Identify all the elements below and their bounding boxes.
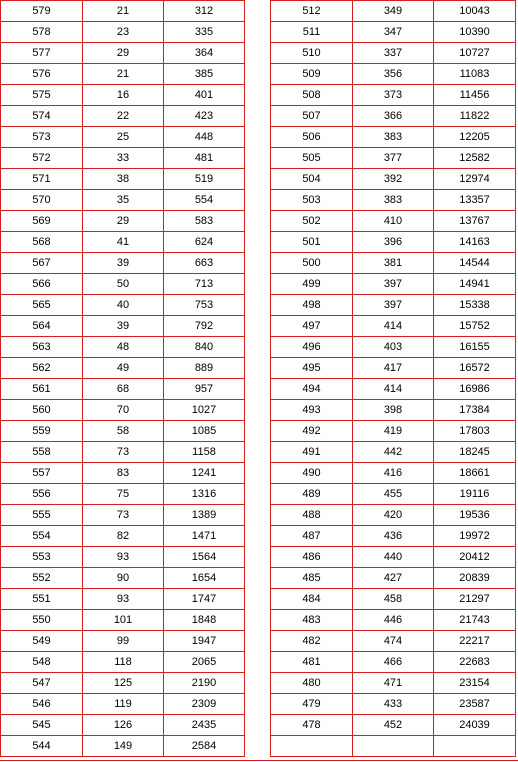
score-cell: 556 [1,484,83,505]
count-cell: 471 [353,673,434,694]
score-cell: 547 [1,673,83,694]
score-cell: 490 [271,463,353,484]
table-row [271,85,516,106]
cumulative-cell: 1027 [164,400,245,421]
count-cell: 149 [83,736,164,757]
cumulative-cell: 2190 [164,673,245,694]
score-cell: 482 [271,631,353,652]
count-cell: 16 [83,85,164,106]
table-row [271,631,516,652]
score-cell: 562 [1,358,83,379]
cumulative-cell: 2435 [164,715,245,736]
count-cell: 440 [353,547,434,568]
cumulative-cell: 20839 [434,568,516,589]
count-cell: 125 [83,673,164,694]
count-cell: 73 [83,505,164,526]
table-row [271,211,516,232]
cumulative-cell: 12582 [434,148,516,169]
count-cell: 40 [83,295,164,316]
count-cell: 396 [353,232,434,253]
count-cell: 436 [353,526,434,547]
score-cell: 546 [1,694,83,715]
cumulative-cell: 16986 [434,379,516,400]
count-cell: 458 [353,589,434,610]
score-cell: 545 [1,715,83,736]
score-cell: 575 [1,85,83,106]
cumulative-cell: 21297 [434,589,516,610]
score-table-right [270,0,516,757]
table-row [271,694,516,715]
count-cell: 414 [353,379,434,400]
table-row [271,253,516,274]
score-cell: 568 [1,232,83,253]
table-gap [245,0,270,762]
count-cell: 383 [353,127,434,148]
score-cell: 552 [1,568,83,589]
count-cell: 419 [353,421,434,442]
table-row [1,442,245,463]
table-row [271,673,516,694]
count-cell: 82 [83,526,164,547]
count-cell: 93 [83,589,164,610]
count-cell: 49 [83,358,164,379]
score-cell: 502 [271,211,353,232]
score-table-left-body [1,1,245,757]
table-row [1,421,245,442]
count-cell [353,736,434,757]
table-row [1,253,245,274]
score-cell: 567 [1,253,83,274]
cumulative-cell: 10390 [434,22,516,43]
score-cell: 557 [1,463,83,484]
score-cell: 573 [1,127,83,148]
count-cell: 466 [353,652,434,673]
cumulative-cell: 19116 [434,484,516,505]
cumulative-cell: 13767 [434,211,516,232]
table-row [1,547,245,568]
count-cell: 25 [83,127,164,148]
table-row [1,232,245,253]
table-row [1,631,245,652]
count-cell: 41 [83,232,164,253]
cumulative-cell: 12205 [434,127,516,148]
score-cell: 558 [1,442,83,463]
table-row [1,64,245,85]
table-row [271,232,516,253]
table-row [1,400,245,421]
cumulative-cell: 21743 [434,610,516,631]
count-cell: 420 [353,505,434,526]
count-cell: 356 [353,64,434,85]
cumulative-cell: 312 [164,1,245,22]
score-cell: 501 [271,232,353,253]
score-cell: 498 [271,295,353,316]
cumulative-cell: 16572 [434,358,516,379]
count-cell: 83 [83,463,164,484]
cumulative-cell: 554 [164,190,245,211]
count-cell: 101 [83,610,164,631]
cumulative-cell: 1316 [164,484,245,505]
table-row [271,421,516,442]
table-row [1,169,245,190]
score-cell: 564 [1,316,83,337]
score-cell: 549 [1,631,83,652]
cumulative-cell: 1241 [164,463,245,484]
count-cell: 416 [353,463,434,484]
score-cell: 492 [271,421,353,442]
table-row [271,736,516,757]
score-cell: 486 [271,547,353,568]
table-row [1,337,245,358]
count-cell: 337 [353,43,434,64]
score-cell: 510 [271,43,353,64]
table-row [1,694,245,715]
cumulative-cell: 481 [164,148,245,169]
count-cell: 398 [353,400,434,421]
count-cell: 22 [83,106,164,127]
score-cell: 495 [271,358,353,379]
score-cell: 563 [1,337,83,358]
cumulative-cell: 2584 [164,736,245,757]
table-row [1,358,245,379]
count-cell: 38 [83,169,164,190]
score-cell: 544 [1,736,83,757]
cumulative-cell: 753 [164,295,245,316]
count-cell: 446 [353,610,434,631]
table-row [1,106,245,127]
cumulative-cell: 23154 [434,673,516,694]
count-cell: 347 [353,22,434,43]
cumulative-cell: 1654 [164,568,245,589]
score-cell: 481 [271,652,353,673]
score-cell: 488 [271,505,353,526]
score-cell: 506 [271,127,353,148]
cumulative-cell: 1848 [164,610,245,631]
table-row [271,463,516,484]
count-cell: 455 [353,484,434,505]
table-row [271,316,516,337]
score-cell: 479 [271,694,353,715]
cumulative-cell: 22217 [434,631,516,652]
count-cell: 414 [353,316,434,337]
count-cell: 126 [83,715,164,736]
score-cell: 555 [1,505,83,526]
table-row [271,274,516,295]
score-cell: 478 [271,715,353,736]
count-cell: 23 [83,22,164,43]
cumulative-cell: 2309 [164,694,245,715]
table-row [1,736,245,757]
score-cell: 507 [271,106,353,127]
table-row [1,1,245,22]
cumulative-cell: 1471 [164,526,245,547]
count-cell: 29 [83,43,164,64]
score-cell: 571 [1,169,83,190]
table-row [1,568,245,589]
table-row [271,1,516,22]
score-cell: 577 [1,43,83,64]
count-cell: 474 [353,631,434,652]
count-cell: 21 [83,1,164,22]
score-cell: 489 [271,484,353,505]
cumulative-cell: 1158 [164,442,245,463]
table-row [1,211,245,232]
score-cell: 491 [271,442,353,463]
cumulative-cell: 19972 [434,526,516,547]
count-cell: 75 [83,484,164,505]
score-cell: 572 [1,148,83,169]
table-row [271,148,516,169]
cumulative-cell: 1389 [164,505,245,526]
score-cell: 504 [271,169,353,190]
score-table-left [0,0,245,757]
count-cell: 397 [353,274,434,295]
cumulative-cell: 889 [164,358,245,379]
cumulative-cell: 17803 [434,421,516,442]
table-row [271,442,516,463]
score-cell: 554 [1,526,83,547]
count-cell: 58 [83,421,164,442]
score-cell: 553 [1,547,83,568]
score-cell: 500 [271,253,353,274]
score-cell: 505 [271,148,353,169]
count-cell: 417 [353,358,434,379]
table-row [271,610,516,631]
cumulative-cell: 663 [164,253,245,274]
table-row [271,400,516,421]
count-cell: 70 [83,400,164,421]
table-row [271,526,516,547]
score-cell: 550 [1,610,83,631]
table-row [1,484,245,505]
table-row [1,715,245,736]
score-cell: 499 [271,274,353,295]
count-cell: 403 [353,337,434,358]
cumulative-cell: 11456 [434,85,516,106]
score-cell: 493 [271,400,353,421]
count-cell: 119 [83,694,164,715]
score-cell: 485 [271,568,353,589]
table-row [1,127,245,148]
score-cell [271,736,353,757]
table-row [271,379,516,400]
table-row [271,547,516,568]
cumulative-cell: 1747 [164,589,245,610]
score-cell: 496 [271,337,353,358]
count-cell: 48 [83,337,164,358]
table-row [1,505,245,526]
table-row [1,463,245,484]
table-row [271,43,516,64]
count-cell: 349 [353,1,434,22]
score-cell: 561 [1,379,83,400]
score-cell: 509 [271,64,353,85]
table-row [271,295,516,316]
table-row [271,337,516,358]
cumulative-cell: 448 [164,127,245,148]
score-cell: 560 [1,400,83,421]
table-row [1,295,245,316]
table-row [1,673,245,694]
score-cell: 559 [1,421,83,442]
score-cell: 579 [1,1,83,22]
bottom-border-line [0,760,518,761]
table-row [271,589,516,610]
cumulative-cell: 1947 [164,631,245,652]
cumulative-cell: 14163 [434,232,516,253]
table-row [271,190,516,211]
cumulative-cell: 24039 [434,715,516,736]
table-row [1,274,245,295]
table-row [1,379,245,400]
score-cell: 512 [271,1,353,22]
count-cell: 442 [353,442,434,463]
cumulative-cell: 14941 [434,274,516,295]
count-cell: 377 [353,148,434,169]
count-cell: 29 [83,211,164,232]
cumulative-cell: 17384 [434,400,516,421]
table-row [271,106,516,127]
cumulative-cell: 792 [164,316,245,337]
cumulative-cell: 23587 [434,694,516,715]
cumulative-cell: 713 [164,274,245,295]
cumulative-cell: 15752 [434,316,516,337]
count-cell: 50 [83,274,164,295]
table-row [271,715,516,736]
cumulative-cell: 957 [164,379,245,400]
count-cell: 373 [353,85,434,106]
table-row [271,358,516,379]
count-cell: 383 [353,190,434,211]
score-cell: 565 [1,295,83,316]
cumulative-cell: 16155 [434,337,516,358]
cumulative-cell: 18245 [434,442,516,463]
score-cell: 511 [271,22,353,43]
cumulative-cell: 423 [164,106,245,127]
table-row [1,148,245,169]
table-row [271,22,516,43]
score-cell: 503 [271,190,353,211]
score-cell: 578 [1,22,83,43]
count-cell: 381 [353,253,434,274]
cumulative-cell: 364 [164,43,245,64]
table-row [271,169,516,190]
count-cell: 21 [83,64,164,85]
table-row [1,652,245,673]
score-cell: 570 [1,190,83,211]
count-cell: 366 [353,106,434,127]
table-row [271,64,516,85]
score-cell: 548 [1,652,83,673]
cumulative-cell: 335 [164,22,245,43]
count-cell: 33 [83,148,164,169]
score-cell: 574 [1,106,83,127]
table-row [271,505,516,526]
cumulative-cell: 2065 [164,652,245,673]
score-cell: 551 [1,589,83,610]
table-row [1,316,245,337]
score-cell: 569 [1,211,83,232]
table-row [1,43,245,64]
score-cell: 566 [1,274,83,295]
cumulative-cell: 401 [164,85,245,106]
table-row [271,652,516,673]
table-row [1,85,245,106]
count-cell: 397 [353,295,434,316]
table-row [271,568,516,589]
score-cell: 497 [271,316,353,337]
cumulative-cell: 14544 [434,253,516,274]
count-cell: 35 [83,190,164,211]
score-cell: 483 [271,610,353,631]
score-cell: 487 [271,526,353,547]
cumulative-cell: 11822 [434,106,516,127]
count-cell: 427 [353,568,434,589]
cumulative-cell: 13357 [434,190,516,211]
count-cell: 90 [83,568,164,589]
count-cell: 118 [83,652,164,673]
table-row [1,22,245,43]
table-row [1,589,245,610]
table-row [271,484,516,505]
score-cell: 480 [271,673,353,694]
score-cell: 494 [271,379,353,400]
cumulative-cell: 20412 [434,547,516,568]
cumulative-cell: 12974 [434,169,516,190]
cumulative-cell: 624 [164,232,245,253]
count-cell: 99 [83,631,164,652]
count-cell: 93 [83,547,164,568]
cumulative-cell: 11083 [434,64,516,85]
cumulative-cell: 1564 [164,547,245,568]
cumulative-cell: 385 [164,64,245,85]
cumulative-cell: 840 [164,337,245,358]
score-cell: 576 [1,64,83,85]
cumulative-cell: 10727 [434,43,516,64]
cumulative-cell [434,736,516,757]
table-row [1,190,245,211]
score-cell: 508 [271,85,353,106]
table-row [1,610,245,631]
table-row [271,127,516,148]
count-cell: 392 [353,169,434,190]
cumulative-cell: 15338 [434,295,516,316]
cumulative-cell: 19536 [434,505,516,526]
count-cell: 433 [353,694,434,715]
table-row [1,526,245,547]
cumulative-cell: 10043 [434,1,516,22]
count-cell: 452 [353,715,434,736]
cumulative-cell: 22683 [434,652,516,673]
cumulative-cell: 519 [164,169,245,190]
count-cell: 39 [83,253,164,274]
score-table-right-body [271,1,516,757]
count-cell: 73 [83,442,164,463]
cumulative-cell: 1085 [164,421,245,442]
count-cell: 68 [83,379,164,400]
cumulative-cell: 18661 [434,463,516,484]
count-cell: 410 [353,211,434,232]
count-cell: 39 [83,316,164,337]
score-cell: 484 [271,589,353,610]
cumulative-cell: 583 [164,211,245,232]
